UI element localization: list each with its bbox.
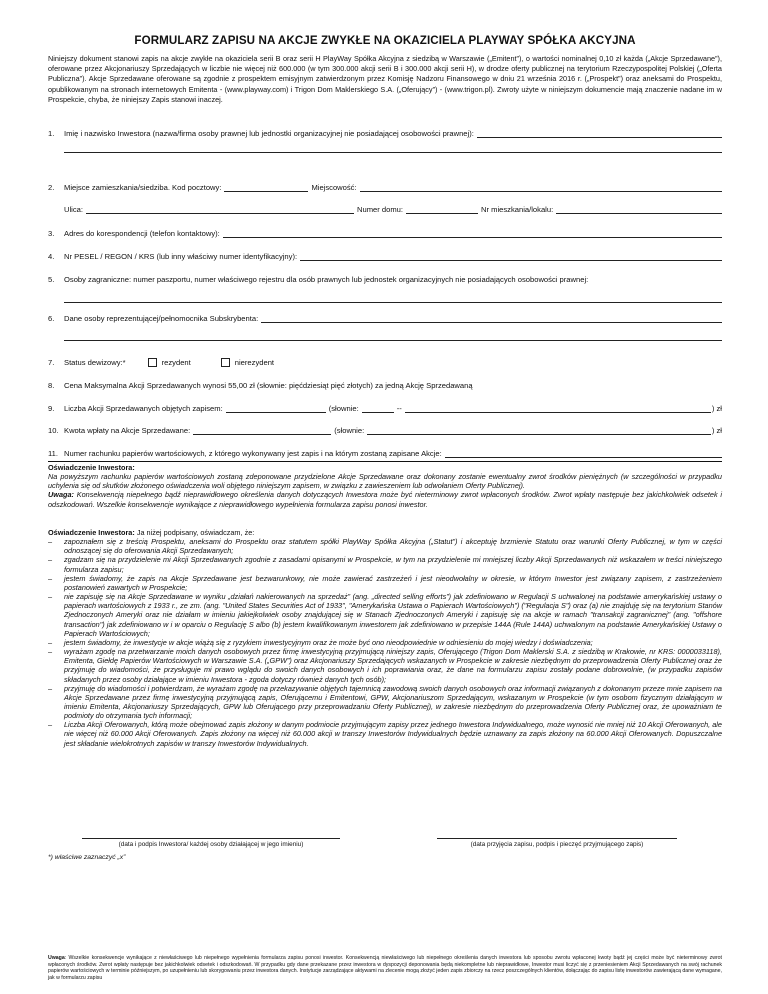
house-number-field[interactable] [406, 205, 478, 214]
shares-count-field[interactable] [226, 404, 326, 413]
id-number-field[interactable] [300, 252, 722, 261]
representative-field[interactable] [261, 314, 722, 323]
question-2 [48, 183, 722, 215]
declaration-2 [48, 528, 722, 748]
number-7: 7. [48, 358, 55, 367]
declaration-item: – Liczba Akcji Oferowanych, którą może obejmować zapis złożony w danym podmiocie przyjmującym zapisy przez jednego Inwestora Indywidualnego, może wynosić nie mniej niż 10 Akcji Oferowanych, ale nie więcej niż 60.000 Akcji Oferowanych. Zapis złożony na więcej niż 60.000 akcji w transzy Inwestorów Indywidualnych będzie uznawany za zapis złożony na 60.000 Akcji Oferowanych. Dopuszczalne jest składanie wielokrotnych zapisów w transzy Inwestorów Indywidualnych. [48, 720, 722, 747]
declaration-item: – przyjmuję do wiadomości i potwierdzam, że wyrażam zgodę na przekazywanie objętych tajemnicą zawodową swoich danych osobowych oraz informacji związanych z dokonanym przeze mnie zapisem na Akcje Sprzedawane przez firmę inwestycyjną przyjmującą zapis, Oferującemu i Emitentowi, GPW, Akcjonariuszom Sprzedającym, wskazanym w Prospekcie (w tym osobom fizycznym działającym w imieniu Emitenta, Akcjonariuszy Sprzedających, GPW lub Oferującego przy przeprowadzaniu Oferty Publicznej), w zakresie niezbędnym do przeprowadzenia Oferty Publicznej oraz, że upoważniam te podmioty do otrzymania tych informacji; [48, 684, 722, 721]
q8-label: Cena Maksymalna Akcji Sprzedawanych wynosi 55,00 zł (słownie: pięćdziesiąt pięć złotych) za jedną Akcję Sprzedawaną [64, 381, 473, 390]
section-divider [48, 461, 722, 462]
number-11: 11. [48, 449, 58, 458]
street-field[interactable] [86, 205, 354, 214]
question-6 [48, 314, 722, 341]
shares-words-field[interactable] [405, 404, 711, 413]
question-8 [48, 381, 722, 391]
declaration-1 [48, 461, 722, 509]
number-10: 10. [48, 426, 59, 435]
declaration-item: – zapoznałem się z treścią Prospektu, aneksami do Prospektu oraz statutem spółki PlayWay Spółka Akcyjna („Statut”) i akceptuję brzmienie Statutu oraz warunki Oferty Publicznej, w tym w części odnoszącej się do oferowania Akcji Sprzedawanych; [48, 537, 722, 555]
q11-label: Numer rachunku papierów wartościowych, z którego wykonywany jest zapis i na którym zostaną zapisane Akcje: [64, 449, 442, 458]
q7-label: Status dewizowy:* [64, 358, 126, 367]
number-2: 2. [48, 183, 55, 192]
q5-label: Osoby zagraniczne: numer paszportu, numer właściwego rejestru dla osób prawnych lub jednostek organizacyjnych nie posiadających osobowości prawnej: [64, 275, 589, 284]
number-1: 1. [48, 129, 55, 138]
q2-house-label: Numer domu: [357, 205, 404, 214]
declaration-1-text: Na powyższym rachunku papierów wartościowych zostaną zdeponowane przydzielone Akcje Sprzedawane oraz dokonany zostanie ewentualny zwrot środków pieniężnych (w szczególności w przypadku uchylenia się od skutków złożonego oświadczenia woli objętego niniejszym zapisem, w związku z zawieszeniem lub odwołaniem Oferty Publicznej). [48, 472, 722, 491]
declaration-item: – jestem świadomy, że zapis na Akcje Sprzedawane jest bezwarunkowy, nie może zawierać zastrzeżeń i jest nieodwołalny w okresie, w którym Inwestor jest związany zapisem, z zastrzeżeniem postanowień zawartych w Prospekcie; [48, 574, 722, 592]
question-7 [48, 358, 722, 368]
payment-amount-field[interactable] [193, 426, 331, 435]
q2-postal-label: Miejsce zamieszkania/siedziba. Kod pocztowy: [64, 183, 222, 192]
declaration-item: – wyrażam zgodę na przetwarzanie moich danych osobowych przez firmę inwestycyjną przyjmującą niniejszy zapis, Oferującego (Trigon Dom Maklerski S.A. z siedzibą w Krakowie, nr KRS: 0000033118), Emitenta, Giełdę Papierów Wartościowych w Warszawie S.A. („GPW”) oraz Akcjonariuszy Sprzedających wskazanych w Prospekcie w zakresie niezbędnym do przeprowadzenia Oferty Publicznej oraz że przyjmuję do wiadomości, że przysługuje mi prawo wglądu do swoich danych osobowych i ich poprawiania oraz, że dane na formularzu zapisu zostały podane dobrowolnie, (w przypadku zapisów składanych przez osoby działające w imieniu Inwestora - zgoda dotyczy również danych tych osób); [48, 647, 722, 684]
investor-signature-block [82, 838, 340, 848]
q9-label: Liczba Akcji Sprzedawanych objętych zapisem: [64, 404, 223, 413]
bottom-note-text: : Wszelkie konsekwencje wynikające z niewłaściwego lub niepełnego wypełnienia formularza zapisu ponosi inwestor. Konsekwencją niewłaściwego lub niepełnego określenia danych inwestora lub sposobu zwrotu wpłaconej kwoty bądź jej części może być nieterminowy zwrot wpłaconych środków. Zwrot wpłaty następuje bez jakichkolwiek odsetek i odszkodowań. W przypadku gdy dane przekazane przez inwestora w dyspozycji deponowania będą niekompletne lub nieprawidłowe, Inwestor musi liczyć się z przeniesieniem Akcji Sprzedawanych na swój rachunek papierów wartościowych w terminie późniejszym, po uzupełnieniu lub skorygowaniu przez inwestora danych. Instytucje zarządzające aktywami na zlecenie mogą złożyć jeden zapis zbiorczy na rzecz poszczególnych klientów, dołączając do zapisu listę inwestorów zawierającą dane wymagane, jak w formularzu zapisu [48, 955, 722, 981]
number-4: 4. [48, 252, 55, 261]
question-3 [48, 229, 722, 239]
securities-account-field[interactable] [445, 449, 722, 458]
resident-checkbox[interactable] [148, 358, 157, 367]
foreign-id-field[interactable] [64, 301, 722, 303]
q2-street-label: Ulica: [64, 205, 83, 214]
q10-currency: ) zł [711, 426, 722, 435]
number-8: 8. [48, 381, 55, 390]
declaration-list [48, 537, 722, 748]
q2-city-label: Miejscowość: [311, 183, 357, 192]
bottom-note [48, 955, 722, 981]
q10-words-label: (słownie: [334, 426, 365, 435]
declaration-item: – nie zapisuję się na Akcje Sprzedawane w wyniku „działań nakierowanych na sprzedaż” (ang. „directed selling efforts”) jak zdefiniowano w Regulacji S uchwalonej na podstawie amerykańskiej ustawy o papierach wartościowych z 1933 r., ze zm. (ang. "United States Securities Act of 1933", "Amerykańska Ustawa o Papierach Wartościowych") ("Regulacja S") oraz (a) nie znajduję się na terytorium Stanów Zjednoczonych Ameryki oraz nie działam w imieniu jakiejkolwiek osoby znajdującej się w Stanach Zjednoczonych Ameryki i zapisuję się na akcje w ramach "transakcji zagranicznej" (ang. "offshore transaction") jak zdefiniowano w i w oparciu o Regulację S albo (b) jestem kwalifikowanym inwestorem jak zdefiniowano w przepisie 144A (Rule 144A) uchwalonym na podstawie Amerykańskiej Ustawy o Papierach Wartościowych; [48, 592, 722, 638]
resident-label: rezydent [161, 358, 191, 367]
declaration-1-uwaga-label: Uwaga: [48, 490, 74, 500]
shares-words-field-a[interactable] [362, 404, 394, 413]
nonresident-label: nierezydent [234, 358, 275, 367]
declaration-1-uwaga-text: Konsekwencją niepełnego bądź nieprawidłowego określenia danych dotyczących Inwestora może być nieterminowy zwrot wpłaconych środków. Zwrot wpłaty następuje bez jakichkolwiek odsetek i odszkodowań. Wszelkie konsekwencje wynikające z nieprawidłowego wypełnienia formularza zapisu ponosi inwestor. [48, 490, 722, 509]
q4-label: Nr PESEL / REGON / KRS (lub inny właściwy numer identyfikacyjny): [64, 252, 298, 261]
footnote-mark: *) właściwe zaznaczyć „x” [48, 854, 126, 861]
postal-code-field[interactable] [224, 183, 308, 192]
q10-label: Kwota wpłaty na Akcje Sprzedawane: [64, 426, 191, 435]
flat-number-field[interactable] [556, 205, 722, 214]
question-10 [48, 426, 722, 436]
bottom-note-label: Uwaga [48, 955, 65, 961]
q9-dash: -- [396, 404, 402, 413]
declaration-2-lead: Ja niżej podpisany, oświadczam, że: [136, 528, 255, 537]
q9-currency: ) zł [711, 404, 722, 413]
question-5 [48, 275, 722, 303]
q9-words-label: (słownie: [328, 404, 359, 413]
receiver-signature-caption: (data przyjęcia zapisu, podpis i pieczęć przyjmującego zapis) [470, 841, 644, 848]
representative-field-line2[interactable] [64, 339, 722, 341]
number-5: 5. [48, 275, 55, 284]
q3-label: Adres do korespondencji (telefon kontaktowy): [64, 229, 220, 238]
declaration-item: – zgadzam się na przydzielenie mi Akcji Sprzedawanych zgodnie z zasadami opisanymi w Prospekcie, w tym na przydzielenie mi mniejszej liczby Akcji Sprzedawanych niż wskazałem w treści niniejszego formularza zapisu; [48, 555, 722, 573]
intro-paragraph: Niniejszy dokument stanowi zapis na akcje zwykłe na okaziciela serii B oraz serii H PlayWay Spółka Akcyjna z siedzibą w Warszawie („Emitent”), o wartości nominalnej 0,10 zł każda („Akcje Sprzedawane”), oferowane przez Akcjonariuszy Sprzedających w liczbie nie więcej niż 600.000 (w tym 300.000 akcji serii B i 300.000 akcji serii H), w drodze oferty publicznej na terytorium Rzeczypospolitej Polskiej („Oferta Publiczna”). Akcje Sprzedawane oferowane są zgodnie z prospektem emisyjnym zatwierdzonym przez Komisję Nadzoru Finansowego w dniu 21 września 2016 r. („Prospekt”) oraz aneksami do Prospektu, opublikowanym na stronach internetowych Emitenta - (www.playway.com) i Trigon Dom Maklerskiego S.A. („Oferujący”) - (www.trigon.pl). Zwroty użyte w niniejszym dokumencie mają znaczenie nadane im w Prospekcie, chyba, że niniejszy Zapis stanowi inaczej. [48, 54, 722, 104]
receiver-signature-block [437, 838, 677, 848]
investor-name-field[interactable] [477, 129, 722, 138]
question-9 [48, 404, 722, 414]
investor-name-field-line2[interactable] [64, 151, 722, 153]
city-field[interactable] [360, 183, 722, 192]
declaration-2-heading: Oświadczenie Inwestora: [48, 528, 135, 537]
declaration-item: – jestem świadomy, że inwestycje w akcje wiążą się z ryzykiem inwestycyjnym oraz że może być ono nieodpowiednie w odniesieniu do mojej wiedzy i doświadczenia; [48, 638, 722, 647]
number-3: 3. [48, 229, 55, 238]
payment-words-field[interactable] [367, 426, 711, 435]
form-page [48, 34, 722, 105]
correspondence-address-field[interactable] [223, 229, 722, 238]
number-6: 6. [48, 314, 55, 323]
q1-label: Imię i nazwisko Inwestora (nazwa/firma osoby prawnej lub jednostki organizacyjnej nie posiadającej osobowości prawnej): [64, 129, 474, 138]
form-title: FORMULARZ ZAPISU NA AKCJE ZWYKŁE NA OKAZICIELA PLAYWAY SPÓŁKA AKCYJNA [134, 34, 636, 47]
question-1 [48, 129, 722, 153]
nonresident-checkbox[interactable] [221, 358, 230, 367]
question-11 [48, 449, 722, 459]
number-9: 9. [48, 404, 55, 413]
q6-label: Dane osoby reprezentującej/pełnomocnika Subskrybenta: [64, 314, 259, 323]
declaration-1-heading: Oświadczenie Inwestora: [48, 463, 135, 472]
question-4 [48, 252, 722, 262]
q2-flat-label: Nr mieszkania/lokalu: [481, 205, 554, 214]
investor-signature-caption: (data i podpis Inwestora/ każdej osoby działającej w jego imieniu) [118, 841, 304, 848]
